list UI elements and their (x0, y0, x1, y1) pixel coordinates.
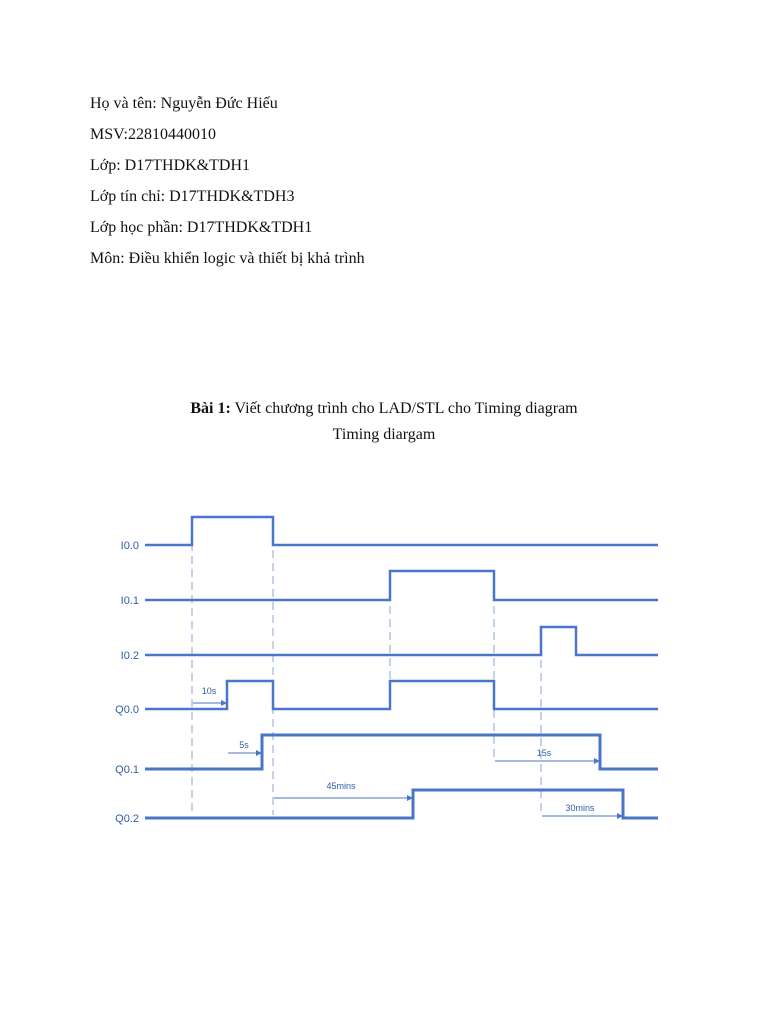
duration-label: 5s (239, 740, 249, 750)
waveform-i0-0 (145, 517, 658, 545)
subject: Môn: Điều khiển logic và thiết bị khả trình (90, 250, 365, 267)
signal-label: I0.1 (120, 595, 139, 607)
duration-label: 15s (536, 748, 552, 758)
waveform-q0-1 (145, 735, 658, 769)
class-name: Lớp: D17THDK&TDH1 (90, 157, 250, 174)
duration-label: 10s (201, 686, 217, 696)
exercise-label: Bài 1: (190, 400, 231, 417)
waveform-i0-2 (145, 627, 658, 655)
duration-markers (193, 686, 622, 816)
exercise-text: Viết chương trình cho LAD/STL cho Timing diagram (230, 400, 578, 417)
guide-lines (192, 530, 541, 815)
signal-label: I0.2 (120, 650, 139, 662)
student-id: MSV:22810440010 (90, 126, 216, 143)
credit-class: Lớp tín chỉ: D17THDK&TDH3 (90, 188, 295, 205)
waveform-i0-1 (145, 571, 658, 600)
student-name: Họ và tên: Nguyễn Đức Hiếu (90, 95, 278, 112)
waveforms (115, 517, 658, 825)
signal-label: Q0.2 (115, 813, 139, 825)
duration-label: 30mins (565, 803, 595, 813)
waveform-q0-0 (145, 681, 658, 709)
signal-label: Q0.1 (115, 764, 139, 776)
duration-label: 45mins (326, 781, 356, 791)
signal-label: Q0.0 (115, 704, 139, 716)
diagram-subtitle: Timing diargam (332, 426, 436, 443)
course-class: Lớp học phần: D17THDK&TDH1 (90, 219, 313, 236)
signal-label: I0.0 (120, 540, 139, 552)
